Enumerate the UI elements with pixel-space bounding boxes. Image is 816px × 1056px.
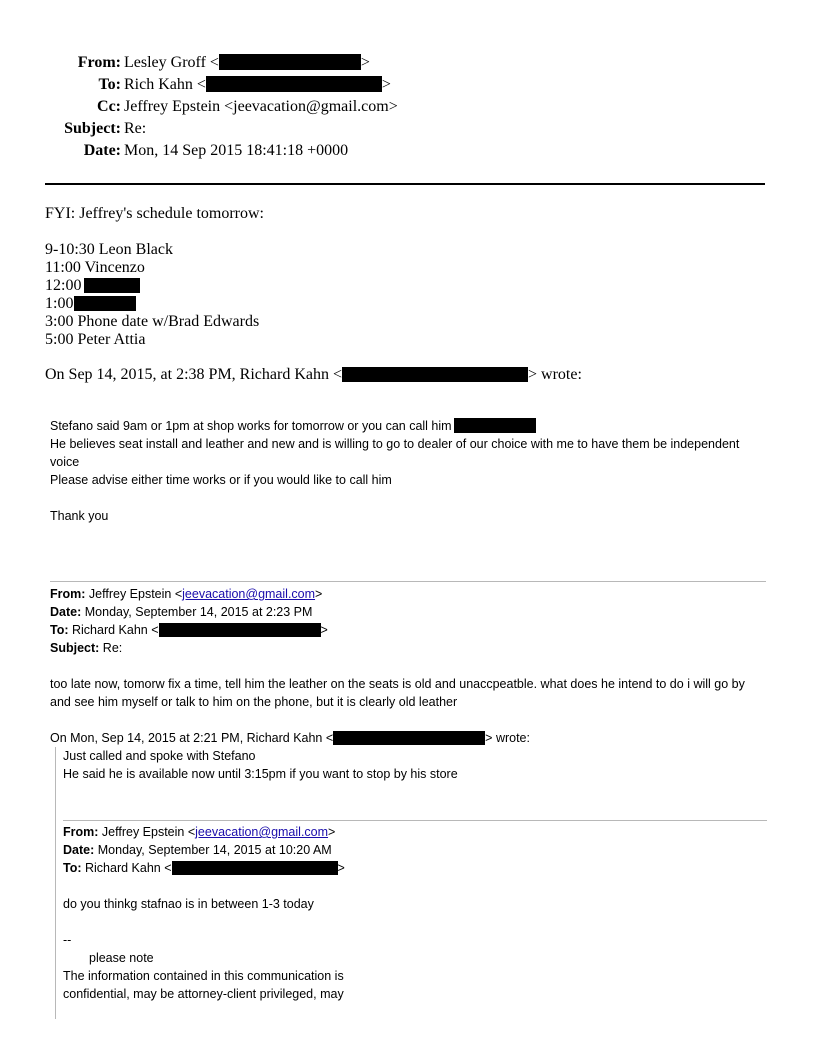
quote-line: Just called and spoke with Stefano <box>63 749 256 763</box>
redaction-box <box>206 76 382 92</box>
quote-line: He said he is available now until 3:15pm if you want to stop by his store <box>63 767 458 781</box>
schedule-time: 1:00 <box>45 295 74 312</box>
message-body <box>45 205 582 384</box>
date-row <box>50 603 770 621</box>
date-value: Mon, 14 Sep 2015 18:41:18 +0000 <box>124 142 349 159</box>
spacer <box>45 349 582 366</box>
quote-line <box>50 417 770 435</box>
redaction-box <box>333 731 485 745</box>
date-value: Monday, September 14, 2015 at 2:23 PM <box>84 605 313 619</box>
from-label: From: <box>77 54 121 71</box>
to-close: > <box>337 861 345 875</box>
redaction-box <box>172 861 338 875</box>
from-row <box>0 52 816 74</box>
spacer <box>50 489 770 507</box>
message-text: do you thinkg stafnao is in between 1-3 today <box>63 897 314 911</box>
to-label: To: <box>98 76 121 93</box>
spacer <box>45 223 582 241</box>
quote-divider <box>63 820 767 821</box>
to-close: > <box>320 623 328 637</box>
from-close: > <box>315 587 323 601</box>
schedule-item: 11:00 Vincenzo <box>45 259 145 276</box>
redaction-box <box>454 418 536 433</box>
signature-line: confidential, may be attorney-client privileged, may <box>63 987 344 1001</box>
schedule-item: 3:00 Phone date w/Brad Edwards <box>45 313 260 330</box>
schedule-time: 12:00 <box>45 277 82 294</box>
to-value <box>124 74 391 96</box>
on-wrote-prefix: On Sep 14, 2015, at 2:38 PM, Richard Kahn < <box>45 366 342 383</box>
schedule-item: 9-10:30 Leon Black <box>45 241 173 258</box>
redaction-box <box>219 54 361 70</box>
schedule-item <box>45 277 582 295</box>
intro-line: FYI: Jeffrey's schedule tomorrow: <box>45 205 264 222</box>
message-text <box>50 675 766 711</box>
quote-text: Stefano said 9am or 1pm at shop works for tomorrow or you can call him <box>50 419 452 433</box>
subject-value: Re: <box>102 641 123 655</box>
redaction-box <box>74 296 136 311</box>
subject-row <box>0 118 816 140</box>
to-name: Richard Kahn < <box>85 861 172 875</box>
email-link[interactable]: jeevacation@gmail.com <box>195 825 329 839</box>
forwarded-header <box>63 823 767 877</box>
redaction-box <box>159 623 321 637</box>
on-wrote-line <box>45 366 582 384</box>
message-paragraph: too late now, tomorw fix a time, tell him the leather on the seats is old and unaccpeatble. what does he intend to do i will go by and see him myself or talk to him on the phone, but it is clearly old leather <box>50 677 745 709</box>
on-wrote-prefix: On Mon, Sep 14, 2015 at 2:21 PM, Richard Kahn < <box>50 731 334 745</box>
quote-line: He believes seat install and leather and new and is willing to go to dealer of our choice with me to have them be independent voice <box>50 437 740 469</box>
subject-row <box>50 639 770 657</box>
date-row <box>0 140 816 162</box>
subject-label: Subject: <box>64 120 121 137</box>
from-name: Jeffrey Epstein < <box>88 587 183 601</box>
on-wrote-suffix: > wrote: <box>485 731 530 745</box>
quote-divider <box>50 581 766 582</box>
quote-line: Thank you <box>50 509 109 523</box>
signature-line: The information contained in this communication is <box>63 969 344 983</box>
to-name: Rich Kahn < <box>124 76 206 93</box>
from-value <box>124 52 370 74</box>
from-name: Jeffrey Epstein < <box>101 825 196 839</box>
date-label: Date: <box>63 843 95 857</box>
cc-row <box>0 96 816 118</box>
date-value: Monday, September 14, 2015 at 10:20 AM <box>97 843 332 857</box>
date-label: Date: <box>50 605 82 619</box>
to-label: To: <box>50 623 69 637</box>
on-wrote-line <box>50 729 530 747</box>
schedule-item <box>45 295 582 313</box>
quoted-message <box>50 417 770 525</box>
forwarded-header <box>50 585 770 657</box>
header-divider <box>45 183 765 185</box>
nested-quote <box>55 747 767 1019</box>
from-row <box>63 823 767 841</box>
from-close: > <box>328 825 336 839</box>
from-close: > <box>360 54 370 71</box>
to-name: Richard Kahn < <box>72 623 159 637</box>
quote-line: Please advise either time works or if you would like to call him <box>50 473 392 487</box>
signature <box>63 931 344 1003</box>
to-row <box>0 74 816 96</box>
quote-content <box>63 747 767 783</box>
cc-value: Jeffrey Epstein <jeevacation@gmail.com> <box>124 98 398 115</box>
signature-dash: -- <box>63 933 72 947</box>
to-label: To: <box>63 861 82 875</box>
to-close: > <box>381 76 391 93</box>
from-row <box>50 585 770 603</box>
to-row <box>63 859 767 877</box>
from-label: From: <box>50 587 86 601</box>
on-wrote-suffix: > wrote: <box>528 366 582 383</box>
email-header <box>0 52 816 162</box>
date-row <box>63 841 767 859</box>
from-label: From: <box>63 825 99 839</box>
redaction-box <box>342 367 528 382</box>
cc-label: Cc: <box>97 98 121 115</box>
subject-value: Re: <box>124 120 147 137</box>
to-row <box>50 621 770 639</box>
email-link[interactable]: jeevacation@gmail.com <box>182 587 316 601</box>
schedule-item: 5:00 Peter Attia <box>45 331 146 348</box>
redaction-box <box>84 278 140 293</box>
subject-label: Subject: <box>50 641 100 655</box>
date-label: Date: <box>83 142 121 159</box>
from-name: Lesley Groff < <box>124 54 219 71</box>
signature-note: please note <box>89 951 154 965</box>
